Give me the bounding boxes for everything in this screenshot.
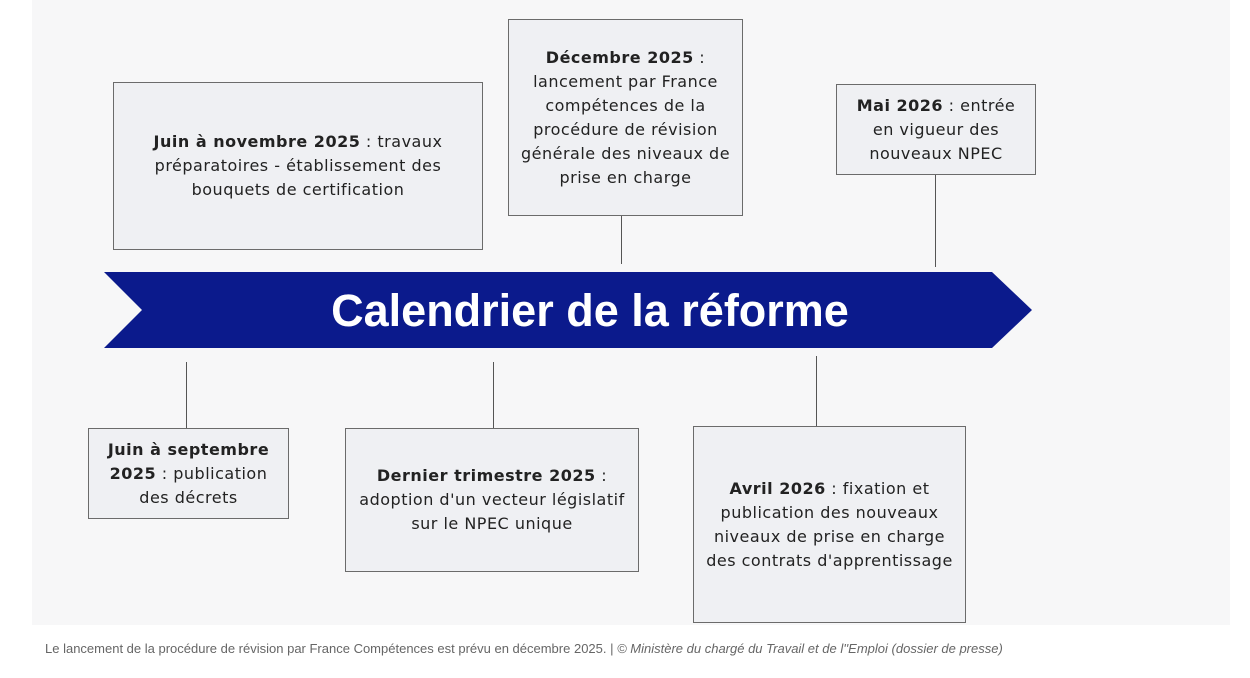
milestone-juin-novembre-2025 bbox=[113, 82, 483, 250]
milestone-text: : publication des décrets bbox=[139, 463, 268, 507]
milestone-dernier-trimestre-2025 bbox=[345, 428, 639, 572]
milestone-date: Mai 2026 bbox=[856, 95, 944, 115]
milestone-text: : adoption d'un vecteur législatif sur le NPEC unique bbox=[359, 466, 625, 533]
milestone-juin-septembre-2025 bbox=[88, 428, 289, 519]
connector-avril-2026 bbox=[816, 356, 817, 426]
milestone-date: Avril 2026 bbox=[729, 478, 826, 498]
milestone-date: Décembre 2025 bbox=[545, 47, 694, 67]
milestone-text: : entrée en vigueur des nouveaux NPEC bbox=[869, 95, 1016, 163]
milestone-date: Juin à septembre 2025 bbox=[107, 439, 270, 483]
milestone-text: : lancement par France compétences de la procédure de révision générale des niveaux de prise en charge bbox=[520, 47, 731, 187]
milestone-mai-2026 bbox=[836, 84, 1036, 175]
figure-caption bbox=[45, 641, 1003, 656]
milestone-date: Dernier trimestre 2025 bbox=[376, 466, 596, 485]
milestone-text: : fixation et publication des nouveaux niveaux de prise en charge des contrats d'apprentissage bbox=[706, 478, 953, 570]
connector-decembre-2025 bbox=[621, 216, 622, 264]
milestone-avril-2026 bbox=[693, 426, 966, 623]
milestone-text: : travaux préparatoires - établissement des bouquets de certification bbox=[154, 132, 443, 199]
timeline-arrow bbox=[104, 272, 1032, 348]
caption-credit: © Ministère du chargé du Travail et de l''Emploi (dossier de presse) bbox=[617, 641, 1003, 656]
timeline-title: Calendrier de la réforme bbox=[331, 285, 849, 336]
caption-text: Le lancement de la procédure de révision par France Compétences est prévu en décembre 2025. | bbox=[45, 641, 618, 656]
milestone-decembre-2025 bbox=[508, 19, 743, 216]
connector-mai-2026 bbox=[935, 175, 936, 267]
connector-juin-septembre-2025 bbox=[186, 362, 187, 428]
connector-dernier-trimestre-2025 bbox=[493, 362, 494, 428]
milestone-date: Juin à novembre 2025 bbox=[153, 132, 361, 151]
